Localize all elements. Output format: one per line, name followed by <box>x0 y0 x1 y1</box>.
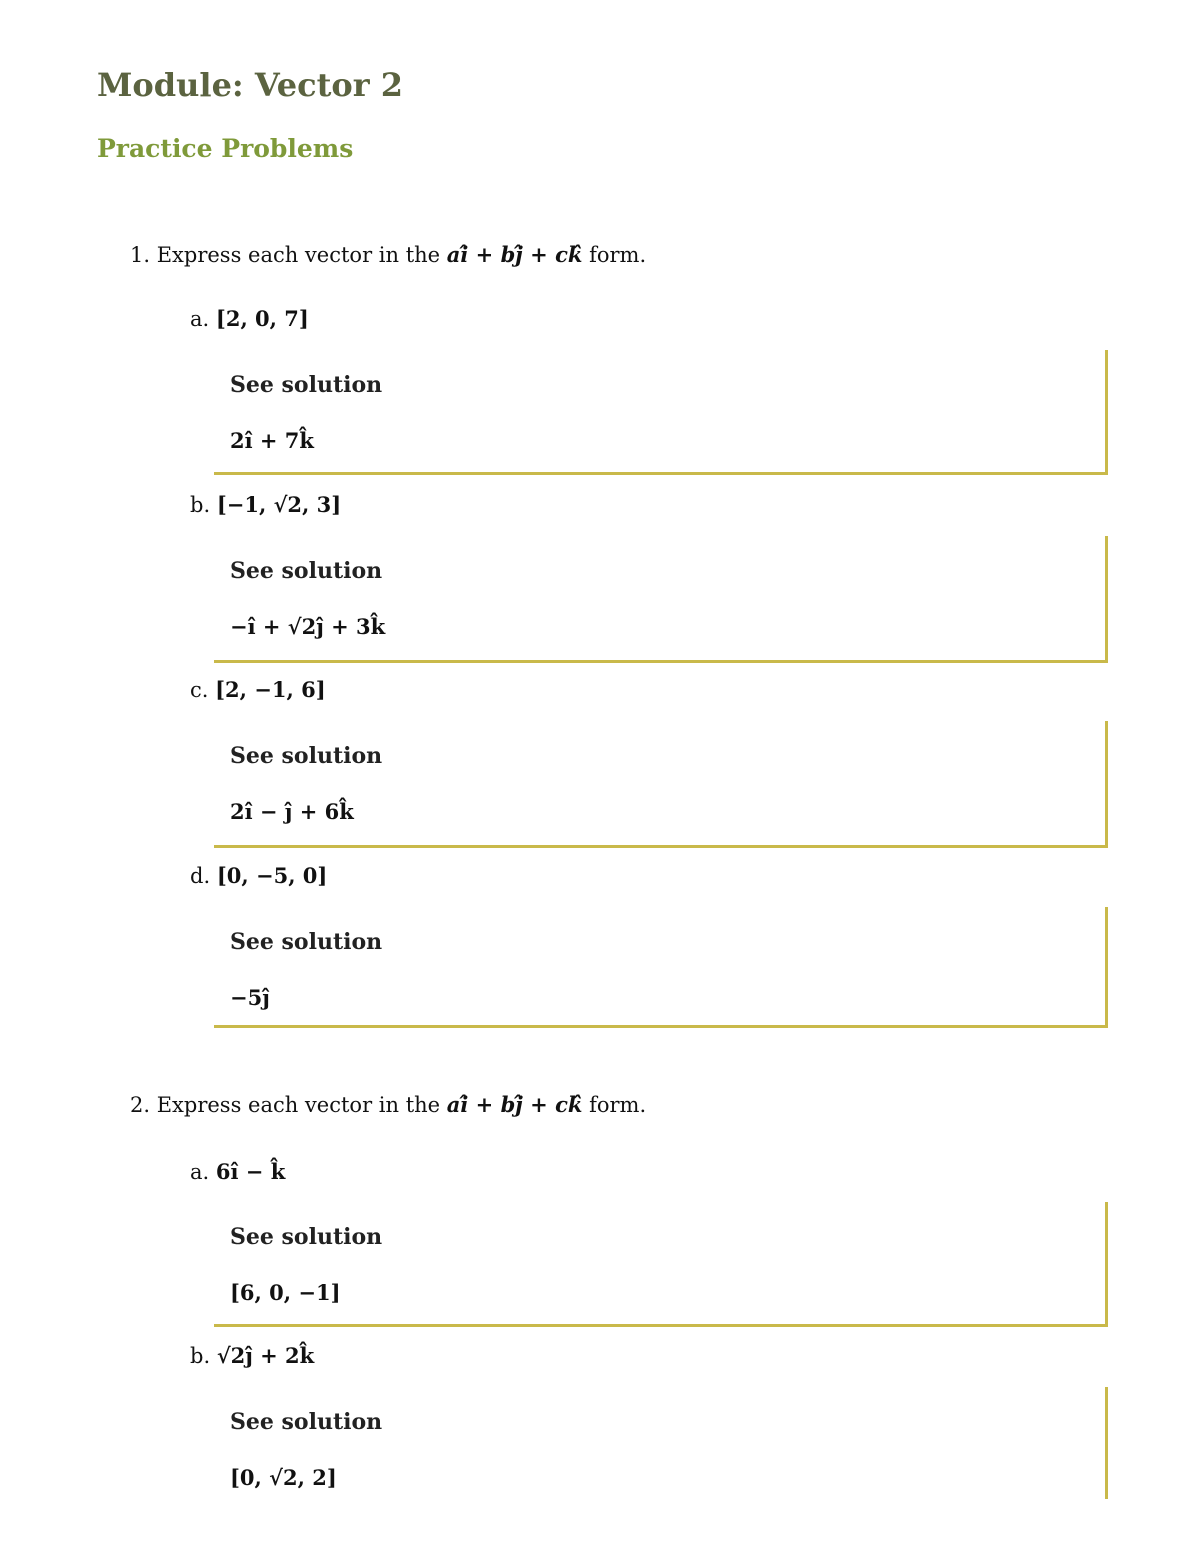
problem-1d-prompt: [0, −5, 0] <box>216 863 328 888</box>
problem-1a-label: a. [2, 0, 7] <box>190 306 309 331</box>
page-subtitle: Practice Problems <box>97 134 354 163</box>
problem-2-form-math: 𝒂𝒊̂ + 𝒃𝒋̂ + 𝒄𝒌̂ <box>446 1092 583 1117</box>
problem-1d-label: d. [0, −5, 0] <box>190 863 328 888</box>
problem-1b-see-solution[interactable]: See solution <box>230 558 383 584</box>
problem-1-form-math: 𝒂𝒊̂ + 𝒃𝒋̂ + 𝒄𝒌̂ <box>446 242 583 267</box>
problem-2a-see-solution[interactable]: See solution <box>230 1224 383 1250</box>
problem-1a-see-solution[interactable]: See solution <box>230 372 383 398</box>
problem-2a-prompt: 6î − k̂ <box>215 1159 286 1184</box>
problem-1a-prompt: [2, 0, 7] <box>215 306 309 331</box>
problem-2b-answer: [0, √2, 2] <box>230 1465 337 1490</box>
problem-2-stem: 2. Express each vector in the 𝒂𝒊̂ + 𝒃𝒋̂ + 𝒄𝒌̂ form. <box>130 1092 647 1117</box>
problem-2a-solution-box <box>214 1202 1108 1327</box>
problem-1b-prompt: [−1, √2, 3] <box>216 492 342 517</box>
problem-1c-solution-box <box>214 721 1108 848</box>
problem-1a-answer: 2î + 7k̂ <box>230 428 314 453</box>
problem-2b-see-solution[interactable]: See solution <box>230 1409 383 1435</box>
problem-2a-label: a. 6î − k̂ <box>190 1159 286 1184</box>
problem-2b-solution-box <box>214 1387 1108 1499</box>
problem-1b-answer: −î + √2ĵ + 3k̂ <box>230 614 386 639</box>
problem-1b-label: b. [−1, √2, 3] <box>190 492 342 517</box>
problem-1-stem: 1. Express each vector in the 𝒂𝒊̂ + 𝒃𝒋̂ + 𝒄𝒌̂ form. <box>130 242 647 267</box>
problem-1c-label: c. [2, −1, 6] <box>190 677 326 702</box>
problem-1c-answer: 2î − ĵ + 6k̂ <box>230 799 354 824</box>
problem-2a-answer: [6, 0, −1] <box>230 1280 341 1305</box>
problem-1d-see-solution[interactable]: See solution <box>230 929 383 955</box>
problem-1a-solution-box <box>214 350 1108 475</box>
problem-1c-see-solution[interactable]: See solution <box>230 743 383 769</box>
page-title: Module: Vector 2 <box>97 66 403 104</box>
problem-1d-solution-box <box>214 907 1108 1028</box>
problem-2b-label: b. √2ĵ + 2k̂ <box>190 1343 315 1368</box>
problem-1c-prompt: [2, −1, 6] <box>215 677 326 702</box>
problem-1d-answer: −5ĵ <box>230 985 270 1010</box>
problem-1b-solution-box <box>214 536 1108 663</box>
problem-2b-prompt: √2ĵ + 2k̂ <box>216 1343 315 1368</box>
